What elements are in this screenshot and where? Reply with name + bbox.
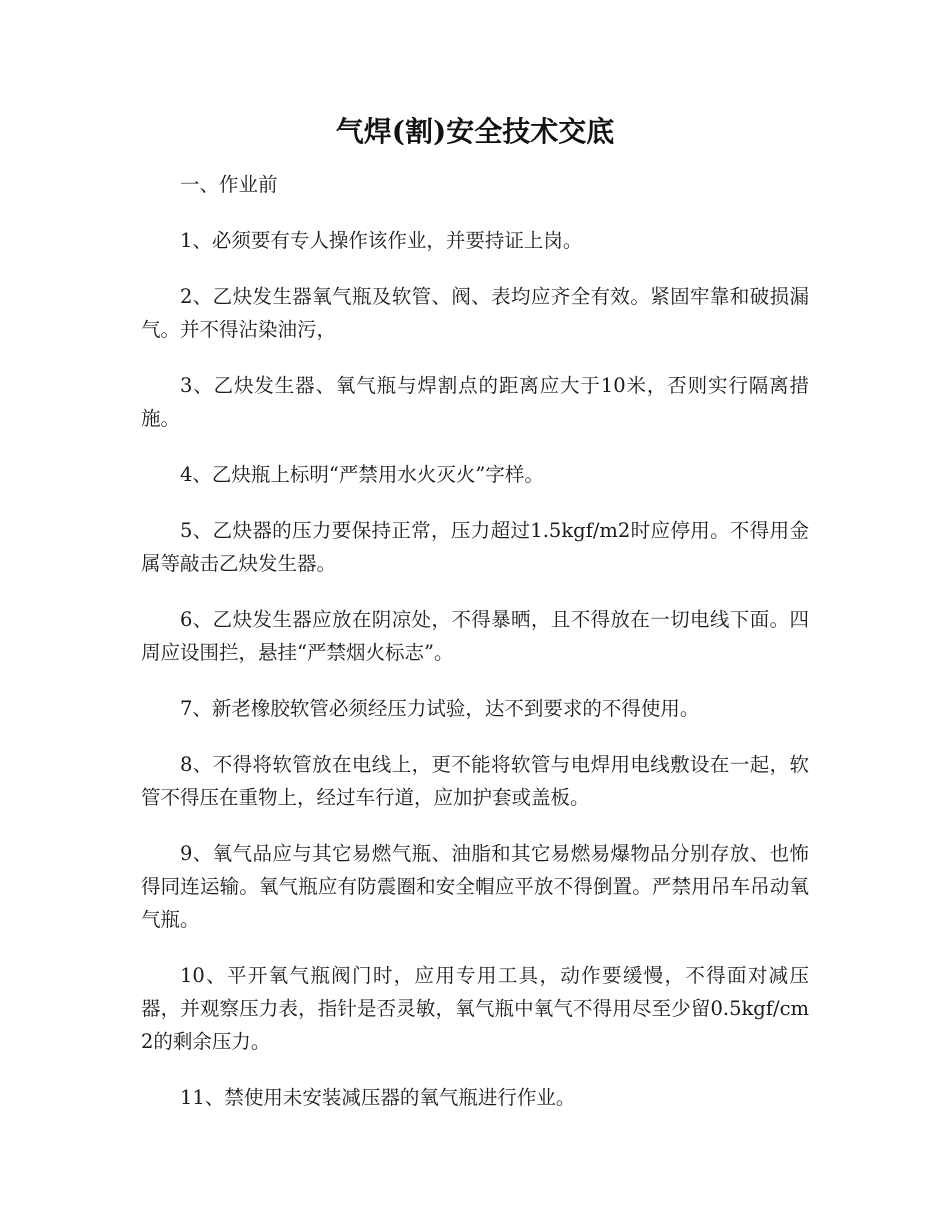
item-8: 8、不得将软管放在电线上，更不能将软管与电焊用电线敷设在一起，软管不得压在重物上，经过车行道，应加护套或盖板。: [141, 753, 809, 809]
section-heading: 一、作业前: [180, 173, 278, 196]
item-7: 7、新老橡胶软管必须经压力试验，达不到要求的不得使用。: [180, 697, 700, 720]
document-body: [141, 166, 809, 1135]
item-1: 1、必须要有专人操作该作业，并要持证上岗。: [180, 229, 583, 252]
item-4: 4、乙炔瓶上标明“严禁用水火灭火”字样。: [180, 463, 544, 486]
item-10: 10、平开氧气瓶阀门时，应用专用工具，动作要缓慢，不得面对减压器，并观察压力表，指针是否灵敏，氧气瓶中氧气不得用尽至少留0.5kgf/cm2的剩余压力。: [141, 964, 809, 1053]
document-title: 气焊(割)安全技术交底: [335, 115, 615, 148]
item-2: 2、乙炔发生器氧气瓶及软管、阀、表均应齐全有效。紧固牢靠和破损漏气。并不得沾染油污，: [141, 285, 809, 341]
item-5: 5、乙炔器的压力要保持正常，压力超过1.5kgf/m2时应停用。不得用金属等敲击乙炔发生器。: [141, 519, 809, 575]
item-6: 6、乙炔发生器应放在阴凉处，不得暴晒，且不得放在一切电线下面。四周应设围拦，悬挂“严禁烟火标志”。: [141, 608, 809, 664]
item-3: 3、乙炔发生器、氧气瓶与焊割点的距离应大于10米，否则实行隔离措施。: [141, 374, 809, 430]
item-11: 11、禁使用未安装减压器的氧气瓶进行作业。: [180, 1086, 576, 1109]
item-9: 9、氧气品应与其它易燃气瓶、油脂和其它易燃易爆物品分别存放、也怖得同连运输。氧气瓶应有防震圈和安全帽应平放不得倒置。严禁用吊车吊动氧气瓶。: [141, 842, 809, 931]
